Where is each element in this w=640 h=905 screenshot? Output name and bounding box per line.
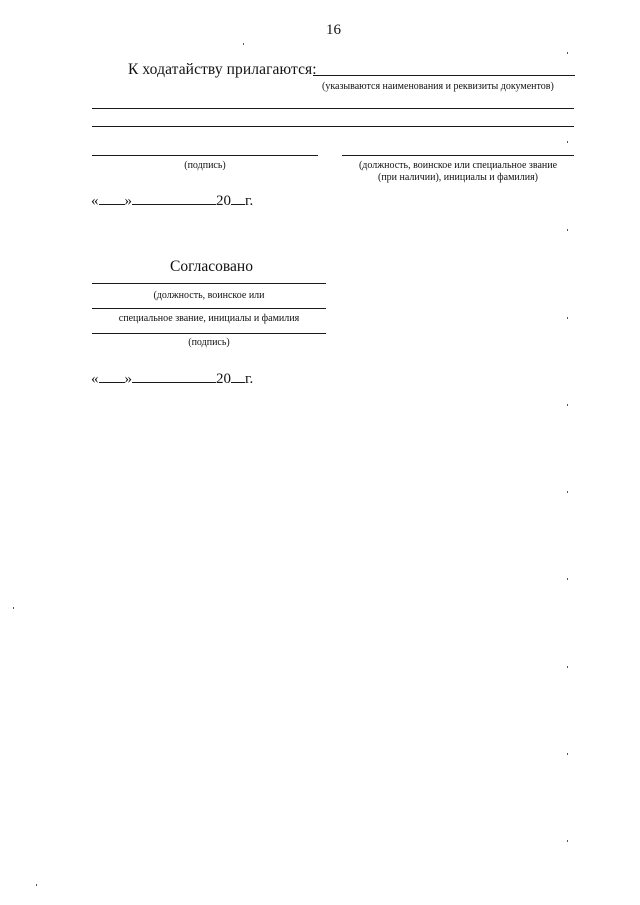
scan-speck — [567, 491, 568, 493]
date-year-blank[interactable] — [231, 368, 245, 383]
agreed-title: Согласовано — [170, 258, 253, 275]
date-field-1 — [91, 190, 253, 210]
page-number: 16 — [326, 22, 341, 38]
scan-speck — [567, 52, 568, 54]
date-open-quote: « — [91, 193, 99, 209]
date-year-suffix: г. — [245, 371, 254, 387]
scan-speck — [567, 666, 568, 668]
scan-speck — [567, 317, 568, 319]
position-caption-line2: (при наличии), инициалы и фамилия) — [377, 172, 539, 183]
scan-speck — [567, 840, 568, 842]
scan-speck — [243, 43, 244, 45]
attachments-line-2[interactable] — [92, 108, 574, 109]
scan-speck — [567, 753, 568, 755]
agreed-signature-caption: (подпись) — [188, 337, 230, 348]
date-field-2 — [91, 368, 253, 388]
date-month-blank[interactable] — [132, 190, 216, 205]
scan-speck — [567, 404, 568, 406]
date-day-blank[interactable] — [99, 190, 125, 205]
date-month-blank[interactable] — [132, 368, 216, 383]
agreed-position-caption-line1: (должность, воинское или — [153, 290, 265, 301]
scan-speck — [567, 578, 568, 580]
signature-line[interactable] — [92, 155, 318, 156]
scan-speck — [13, 607, 14, 609]
date-close-quote: » — [124, 193, 132, 209]
date-open-quote: « — [91, 371, 99, 387]
date-year-blank[interactable] — [231, 190, 245, 205]
date-year-prefix: 20 — [216, 193, 231, 209]
agreed-line-1[interactable] — [92, 283, 326, 284]
date-day-blank[interactable] — [99, 368, 125, 383]
date-year-prefix: 20 — [216, 371, 231, 387]
scan-speck — [567, 141, 568, 143]
agreed-position-caption-line2: специальное звание, инициалы и фамилия — [118, 313, 300, 324]
attachments-hint: (указываются наименования и реквизиты документов) — [322, 81, 554, 92]
attachments-heading: К ходатайству прилагаются: — [128, 61, 317, 78]
agreed-line-2[interactable] — [92, 308, 326, 309]
attachments-line-3[interactable] — [92, 126, 574, 127]
scan-speck — [36, 884, 37, 886]
position-line[interactable] — [342, 155, 574, 156]
signature-caption: (подпись) — [184, 160, 226, 171]
position-caption-line1: (должность, воинское или специальное звание — [358, 160, 558, 171]
scan-speck — [567, 229, 568, 231]
date-year-suffix: г. — [245, 193, 254, 209]
date-close-quote: » — [124, 371, 132, 387]
agreed-signature-line[interactable] — [92, 333, 326, 334]
attachments-field-line[interactable] — [313, 75, 575, 76]
